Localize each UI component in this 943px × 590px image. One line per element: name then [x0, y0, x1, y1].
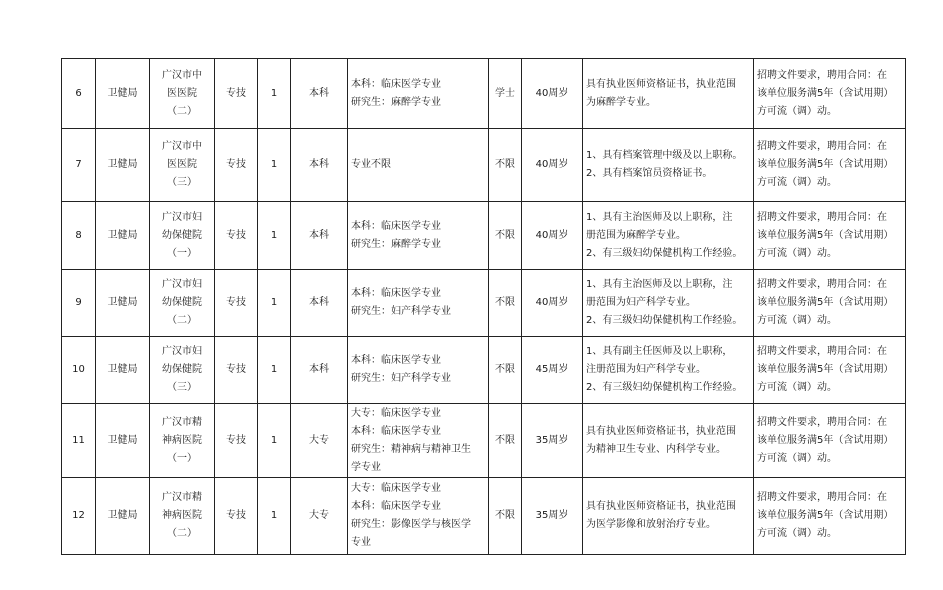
cell-other — [583, 404, 754, 478]
other-line: 2、有三级妇幼保健机构工作经验。 — [586, 382, 743, 393]
major-line: 大专：临床医学专业 — [351, 407, 441, 419]
cell-age: 40周岁 — [522, 129, 583, 202]
cell-education: 本科 — [291, 202, 348, 270]
cell-no: 11 — [62, 404, 96, 478]
cell-major — [348, 202, 489, 270]
major-line: 专业不限 — [351, 159, 391, 170]
unit-line: （二） — [167, 528, 197, 539]
remark-line: 该单位服务满5年（含试用期） — [757, 364, 894, 375]
cell-category: 专技 — [215, 478, 258, 555]
cell-dept: 卫健局 — [96, 270, 150, 337]
cell-remark — [754, 270, 906, 337]
remark-line: 该单位服务满5年（含试用期） — [757, 229, 894, 241]
cell-education: 本科 — [291, 129, 348, 202]
cell-degree: 不限 — [489, 129, 522, 202]
cell-major — [348, 478, 489, 555]
cell-category: 专技 — [215, 270, 258, 337]
cell-age: 40周岁 — [522, 59, 583, 129]
other-line: 1、具有副主任医师及以上职称， — [586, 346, 733, 357]
unit-line: 神病医院 — [162, 434, 202, 446]
cell-degree: 不限 — [489, 478, 522, 555]
cell-other — [583, 129, 754, 202]
cell-unit — [150, 478, 215, 555]
cell-degree: 不限 — [489, 404, 522, 478]
unit-line: 幼保健院 — [162, 229, 202, 241]
remark-line: 方可流（调）动。 — [757, 315, 837, 326]
cell-education: 本科 — [291, 59, 348, 129]
other-line: 2、有三级妇幼保健机构工作经验。 — [586, 247, 743, 259]
table-row — [62, 478, 906, 555]
cell-dept: 卫健局 — [96, 404, 150, 478]
other-line: 为麻醉学专业。 — [586, 96, 656, 108]
cell-unit — [150, 270, 215, 337]
cell-dept: 卫健局 — [96, 59, 150, 129]
cell-degree: 不限 — [489, 270, 522, 337]
remark-line: 该单位服务满5年（含试用期） — [757, 510, 894, 521]
cell-education: 大专 — [291, 478, 348, 555]
cell-major — [348, 404, 489, 478]
unit-line: 广汉市妇 — [162, 211, 202, 223]
cell-category: 专技 — [215, 59, 258, 129]
other-line: 具有执业医师资格证书，执业范围 — [586, 425, 736, 437]
other-line: 1、具有主治医师及以上职称，注 — [586, 211, 733, 223]
remark-line: 方可流（调）动。 — [757, 247, 837, 259]
cell-degree: 不限 — [489, 337, 522, 404]
cell-category: 专技 — [215, 202, 258, 270]
cell-age: 40周岁 — [522, 270, 583, 337]
remark-line: 方可流（调）动。 — [757, 105, 837, 117]
remark-line: 招聘文件要求，聘用合同：在 — [757, 141, 887, 152]
major-line: 本科：临床医学专业 — [351, 220, 441, 232]
cell-age: 45周岁 — [522, 337, 583, 404]
remark-line: 方可流（调）动。 — [757, 382, 837, 393]
cell-other — [583, 337, 754, 404]
remark-line: 该单位服务满5年（含试用期） — [757, 434, 894, 446]
cell-major — [348, 337, 489, 404]
cell-count: 1 — [258, 478, 291, 555]
major-line: 研究生：妇产科学专业 — [351, 306, 451, 317]
unit-line: （三） — [167, 177, 197, 188]
recruitment-table — [61, 58, 906, 555]
major-line: 本科：临床医学专业 — [351, 355, 441, 366]
major-line: 研究生：妇产科学专业 — [351, 373, 451, 384]
remark-line: 该单位服务满5年（含试用期） — [757, 159, 894, 170]
other-line: 具有执业医师资格证书，执业范围 — [586, 501, 736, 512]
cell-unit — [150, 129, 215, 202]
cell-no: 10 — [62, 337, 96, 404]
cell-count: 1 — [258, 202, 291, 270]
table-row — [62, 404, 906, 478]
cell-remark — [754, 59, 906, 129]
cell-category: 专技 — [215, 404, 258, 478]
other-line: 册范围为麻醉学专业。 — [586, 229, 686, 241]
cell-age: 35周岁 — [522, 478, 583, 555]
unit-line: （三） — [167, 382, 197, 393]
unit-line: 幼保健院 — [162, 297, 202, 308]
remark-line: 该单位服务满5年（含试用期） — [757, 87, 894, 99]
unit-line: （二） — [167, 105, 197, 117]
unit-line: 医医院 — [167, 87, 197, 99]
other-line: 具有执业医师资格证书，执业范围 — [586, 78, 736, 90]
major-line: 本科：临床医学专业 — [351, 501, 441, 512]
cell-other — [583, 202, 754, 270]
table-row — [62, 270, 906, 337]
table-row — [62, 129, 906, 202]
cell-age: 40周岁 — [522, 202, 583, 270]
major-line: 研究生：影像医学与核医学 — [351, 519, 471, 530]
cell-other — [583, 478, 754, 555]
cell-dept: 卫健局 — [96, 129, 150, 202]
unit-line: 广汉市中 — [162, 69, 202, 81]
cell-other — [583, 270, 754, 337]
cell-no: 6 — [62, 59, 96, 129]
table-row — [62, 202, 906, 270]
table-body — [62, 59, 906, 555]
remark-line: 招聘文件要求，聘用合同：在 — [757, 492, 887, 503]
remark-line: 方可流（调）动。 — [757, 177, 837, 188]
cell-unit — [150, 337, 215, 404]
remark-line: 招聘文件要求，聘用合同：在 — [757, 211, 887, 223]
major-line: 研究生：麻醉学专业 — [351, 238, 441, 250]
major-line: 大专：临床医学专业 — [351, 483, 441, 494]
remark-line: 方可流（调）动。 — [757, 528, 837, 539]
major-line: 本科：临床医学专业 — [351, 288, 441, 299]
unit-line: 广汉市妇 — [162, 346, 202, 357]
cell-major — [348, 270, 489, 337]
cell-dept: 卫健局 — [96, 337, 150, 404]
major-line: 本科：临床医学专业 — [351, 425, 441, 437]
cell-education: 大专 — [291, 404, 348, 478]
cell-no: 9 — [62, 270, 96, 337]
other-line: 1、具有档案管理中级及以上职称。 — [586, 150, 743, 161]
cell-remark — [754, 337, 906, 404]
remark-line: 招聘文件要求，聘用合同：在 — [757, 346, 887, 357]
unit-line: （一） — [167, 452, 197, 464]
major-line: 本科：临床医学专业 — [351, 78, 441, 90]
unit-line: 广汉市精 — [162, 492, 202, 503]
major-line: 学专业 — [351, 461, 381, 473]
cell-unit — [150, 202, 215, 270]
other-line: 2、具有档案馆员资格证书。 — [586, 168, 713, 179]
unit-line: 医医院 — [167, 159, 197, 170]
other-line: 2、有三级妇幼保健机构工作经验。 — [586, 315, 743, 326]
cell-education: 本科 — [291, 337, 348, 404]
cell-major — [348, 59, 489, 129]
cell-count: 1 — [258, 129, 291, 202]
cell-age: 35周岁 — [522, 404, 583, 478]
cell-category: 专技 — [215, 129, 258, 202]
major-line: 研究生：精神病与精神卫生 — [351, 443, 471, 455]
major-line: 研究生：麻醉学专业 — [351, 96, 441, 108]
cell-other — [583, 59, 754, 129]
cell-remark — [754, 202, 906, 270]
remark-line: 招聘文件要求，聘用合同：在 — [757, 69, 887, 81]
major-line: 专业 — [351, 537, 371, 548]
unit-line: （一） — [167, 247, 197, 259]
cell-degree: 学士 — [489, 59, 522, 129]
cell-count: 1 — [258, 59, 291, 129]
other-line: 注册范围为妇产科学专业。 — [586, 364, 706, 375]
other-line: 为医学影像和放射治疗专业。 — [586, 519, 716, 530]
unit-line: 广汉市妇 — [162, 279, 202, 290]
cell-no: 7 — [62, 129, 96, 202]
cell-remark — [754, 478, 906, 555]
cell-remark — [754, 404, 906, 478]
unit-line: （二） — [167, 315, 197, 326]
unit-line: 神病医院 — [162, 510, 202, 521]
remark-line: 招聘文件要求，聘用合同：在 — [757, 416, 887, 428]
cell-category: 专技 — [215, 337, 258, 404]
cell-dept: 卫健局 — [96, 478, 150, 555]
cell-unit — [150, 404, 215, 478]
cell-count: 1 — [258, 404, 291, 478]
cell-count: 1 — [258, 337, 291, 404]
cell-major — [348, 129, 489, 202]
remark-line: 招聘文件要求，聘用合同：在 — [757, 279, 887, 290]
table-row — [62, 59, 906, 129]
other-line: 为精神卫生专业、内科学专业。 — [586, 443, 726, 455]
cell-remark — [754, 129, 906, 202]
other-line: 1、具有主治医师及以上职称，注 — [586, 279, 733, 290]
cell-no: 8 — [62, 202, 96, 270]
unit-line: 广汉市精 — [162, 416, 202, 428]
unit-line: 广汉市中 — [162, 141, 202, 152]
table-row — [62, 337, 906, 404]
cell-count: 1 — [258, 270, 291, 337]
cell-dept: 卫健局 — [96, 202, 150, 270]
cell-no: 12 — [62, 478, 96, 555]
remark-line: 该单位服务满5年（含试用期） — [757, 297, 894, 308]
cell-education: 本科 — [291, 270, 348, 337]
cell-unit — [150, 59, 215, 129]
cell-degree: 不限 — [489, 202, 522, 270]
unit-line: 幼保健院 — [162, 364, 202, 375]
other-line: 册范围为妇产科学专业。 — [586, 297, 696, 308]
remark-line: 方可流（调）动。 — [757, 452, 837, 464]
